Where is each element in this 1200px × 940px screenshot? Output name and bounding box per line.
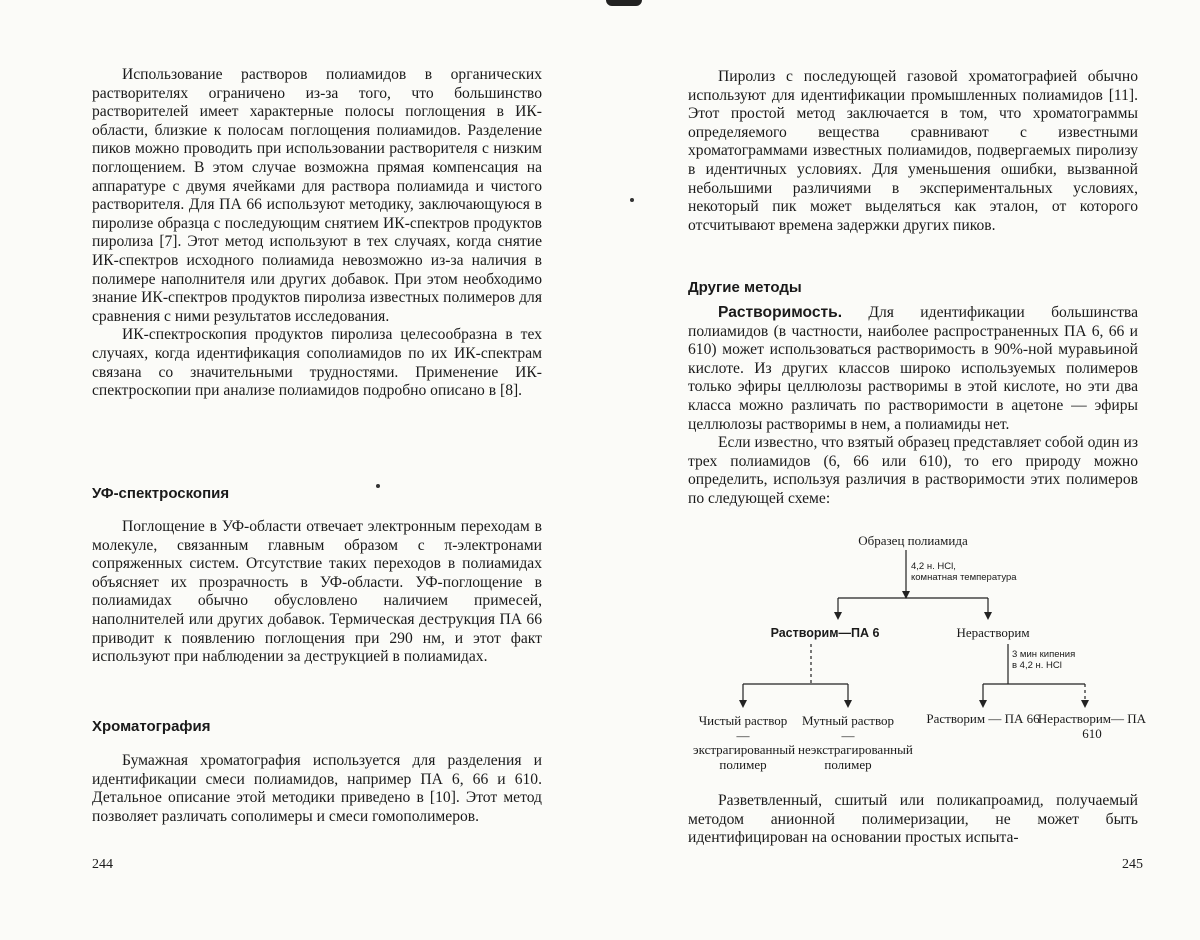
term-solubility: Растворимость.: [718, 304, 843, 321]
scheme-root-label: Образец полиамида: [858, 533, 968, 548]
paragraph-pyrolysis-gc: Пиролиз с последующей газовой хроматографией обычно используют для идентификации промышленных полиамидов [11]. Этот простой метод заключается в том, что хроматограммы определяемого вещества сравнивают с известными хроматограммами известных полиамидов, подвергаемых пиролизу в идентичных условиях. Для уменьшения ошибки, вызванной небольшими различиями в экспериментальных условиях, некоторый пик может выделяться как эталон, от которого отсчитывают времена задержки других пиков.: [688, 68, 1138, 234]
condition-2-line2: в 4,2 н. HCl: [1012, 660, 1062, 671]
scheme-pa610: Нерастворим— ПА 610: [1037, 711, 1147, 741]
condition-2-line1: 3 мин кипения: [1012, 649, 1076, 660]
right-page: [600, 0, 1200, 940]
scheme-insoluble: Нерастворим: [956, 625, 1030, 640]
page-number-right: 245: [1122, 857, 1143, 872]
arrow-soluble: [834, 612, 842, 620]
paragraph-branched: Разветвленный, сшитый или поликапроамид, получаемый методом анионной полимеризации, не может быть идентифицирован на основании простых испыта-: [688, 792, 1138, 847]
paragraph-ir-pyrolysis: ИК-спектроскопия продуктов пиролиза целесообразна в тех случаях, когда идентификация сополиамидов по их ИК-спектрам связана со значительными трудностями. Применение ИК-спектроскопии при анализе полиамидов подробно описано в [8].: [92, 326, 542, 400]
condition-1-line2: комнатная температура: [911, 572, 1017, 583]
arrow-pa66: [979, 700, 987, 708]
heading-uv-spectroscopy: УФ-спектроскопия: [92, 485, 230, 502]
scheme-clear-solution: Чистый раствор — экстрагированный полимер: [693, 713, 796, 772]
page-number-left: 244: [92, 857, 113, 872]
arrow-cloudy: [844, 700, 852, 708]
scheme-soluble-pa6: Растворим—ПА 6: [770, 626, 880, 640]
branch-section: [688, 792, 1138, 848]
arrow-insoluble: [984, 612, 992, 620]
condition-1-line1: 4,2 н. HCl,: [911, 561, 956, 572]
arrow-clear: [739, 700, 747, 708]
print-speck: [376, 484, 380, 488]
scheme-cloudy-solution: Мутный раствор — неэкстрагированный полимер: [798, 713, 913, 772]
heading-chromatography: Хроматография: [92, 718, 211, 735]
print-speck: [630, 198, 634, 202]
scheme-pa66: Растворим — ПА 66: [926, 711, 1040, 726]
paragraph-solubility: [688, 304, 1138, 434]
chromatography-section: [92, 752, 542, 826]
solubility-scheme: [693, 532, 1153, 790]
arrow-pa610: [1081, 700, 1089, 708]
uv-section: [92, 518, 542, 667]
paragraph-ir-solutions: Использование растворов полиамидов в органических растворителях ограничено из-за того, что большинство растворителей имеет характерные полосы поглощения в ИК-области, близкие к полосам поглощения полиамидов. Разделение пиков можно проводить при использовании растворителя с низким поглощением. В этом случае возможна прямая компенсация на аппаратуре с двумя ячейками для раствора полиамида и чистого растворителя. Для ПА 66 используют методику, заключающуюся в пиролизе образца с последующим снятием ИК-спектров продуктов пиролиза [7]. Этот метод используют в тех случаях, когда снятие ИК-спектров исходного полиамида невозможно из-за наличия в полимере наполнителя или других добавок. При этом необходимо знание ИК-спектров продуктов пиролиза известных полимеров для сравнения с ними результатов исследования.: [92, 66, 542, 325]
left-column-top: [92, 66, 542, 401]
right-column-top: [688, 68, 1138, 235]
solubility-section: [688, 304, 1138, 509]
paragraph-paper-chromatography: Бумажная хроматография используется для разделения и идентификации смеси полиамидов, например ПА 6, 66 и 610. Детальное описание этой методики приведено в [10]. Этот метод позволяет различать сополимеры и смеси гомополимеров.: [92, 752, 542, 825]
heading-other-methods: Другие методы: [688, 279, 802, 296]
solubility-text: Для идентификации большинства полиамидов (в частности, наиболее распространенных ПА 6, 66 и 610) может использоваться растворимость в 90%-ной муравьиной кислоте. Из других классов широко используемых полимеров только эфиры целлюлозы растворимы в этой кислоте, но эти два класса можно различать по растворимости в ацетоне — эфиры целлюлозы растворимы в нем, а полиамиды нет.: [688, 304, 1138, 433]
paragraph-known-sample: Если известно, что взятый образец представляет собой один из трех полиамидов (6, 66 или 610), то его природу можно определить, используя различия в растворимости этих полимеров по следующей схеме:: [688, 434, 1138, 507]
paragraph-uv: Поглощение в УФ-области отвечает электронным переходам в молекуле, связанным главным образом с π-электронами сопряженных систем. Отсутствие таких переходов в полиамидах объясняет их прозрачность в УФ-области. УФ-поглощение в полиамидах обычно обусловлено наличием примесей, наполнителей или других добавок. Термическая деструкция ПА 66 приводит к появлению поглощения при 290 нм, и этот факт используют при наблюдении за деструкцией в полиамидах.: [92, 518, 542, 666]
